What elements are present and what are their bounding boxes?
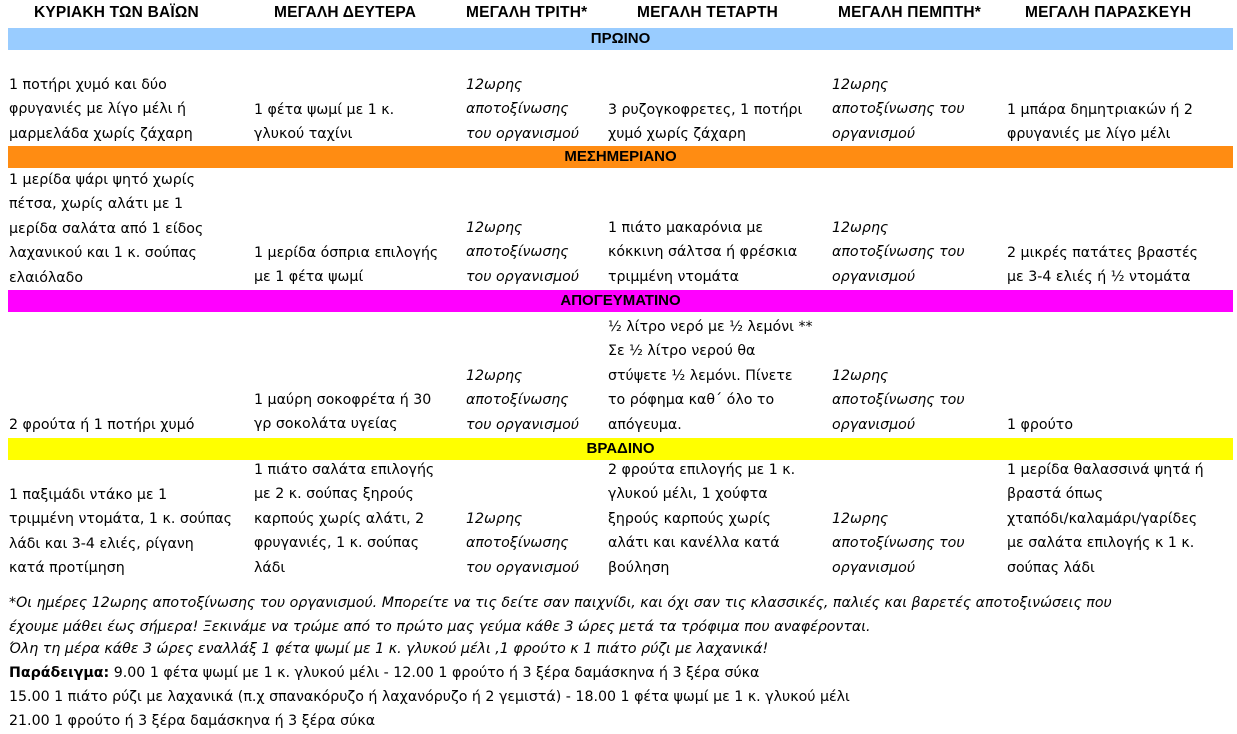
cell-dinner-sunday: 1 παξιμάδι ντάκο με 1 τριμμένη ντομάτα, 1 κ. σούπας λάδι και 3-4 ελιές, ρίγανη κατά προτίμηση: [9, 487, 232, 577]
example-text: 9.00 1 φέτα ψωμί με 1 κ. γλυκού μέλι - 12.00 1 φρούτο ή 3 ξέρα δαμάσκηνα ή 3 ξέρα σύκα: [109, 665, 760, 681]
example-label: Παράδειγμα:: [9, 665, 110, 681]
cell-snack-wednesday: ½ λίτρο νερό με ½ λεμόνι ** Σε ½ λίτρο νερού θα στύψετε ½ λεμόνι. Πίνετε το ρόφημα καθ΄ όλο το απόγευμα.: [608, 319, 813, 433]
cell-lunch-wednesday: 1 πιάτο μακαρόνια με κόκκινη σάλτσα ή φρέσκια τριμμένη ντομάτα: [608, 220, 798, 285]
cell-lunch-friday: 2 μικρές πατάτες βραστές με 3-4 ελιές ή ½ ντομάτα: [1007, 245, 1199, 286]
cell-dinner-wednesday: 2 φρούτα επιλογής με 1 κ. γλυκού μέλι, 1 χούφτα ξηρούς καρπούς χωρίς αλάτι και κανέλλα κατά βούληση: [608, 462, 796, 576]
column-header-wednesday: ΜΕΓΑΛΗ ΤΕΤΑΡΤΗ: [637, 4, 779, 21]
cell-dinner-thursday: 12ωρης αποτοξίνωσης του οργανισμού: [832, 511, 965, 576]
section-band-lunch: ΜΕΣΗΜΕΡΙΑΝΟ: [8, 146, 1233, 168]
cell-dinner-monday: 1 πιάτο σαλάτα επιλογής με 2 κ. σούπας ξηρούς καρπούς χωρίς αλάτι, 2 φρυγανιές, 1 κ. σούπας λάδι: [254, 462, 435, 576]
cell-breakfast-friday: 1 μπάρα δημητριακών ή 2 φρυγανιές με λίγο μέλι: [1007, 102, 1193, 143]
note-detox-line-1: *Οι ημέρες 12ωρης αποτοξίνωσης του οργανισμού. Μπορείτε να τις δείτε σαν παιχνίδι, και όχι σαν τις κλασσικές, παλιές και βαρετές αποτοξινώσεις που: [9, 595, 1112, 611]
column-header-tuesday: ΜΕΓΑΛΗ ΤΡΙΤΗ*: [466, 4, 588, 21]
cell-snack-sunday: 2 φρούτα ή 1 ποτήρι χυμό: [9, 417, 195, 433]
cell-lunch-thursday: 12ωρης αποτοξίνωσης του οργανισμού: [832, 220, 965, 285]
section-band-dinner: ΒΡΑΔΙΝΟ: [8, 438, 1233, 460]
cell-dinner-tuesday: 12ωρης αποτοξίνωσης του οργανισμού: [466, 511, 580, 576]
column-header-monday: ΜΕΓΑΛΗ ΔΕΥΤΕΡΑ: [274, 4, 417, 21]
day-header-row: [0, 0, 1237, 28]
cell-breakfast-monday: 1 φέτα ψωμί με 1 κ. γλυκού ταχίνι: [254, 102, 395, 143]
column-header-friday: ΜΕΓΑΛΗ ΠΑΡΑΣΚΕΥΗ: [1025, 4, 1192, 21]
cell-snack-tuesday: 12ωρης αποτοξίνωσης του οργανισμού: [466, 368, 580, 433]
note-example-line-2: 15.00 1 πιάτο ρύζι με λαχανικά (π.χ σπανακόρυζο ή λαχανόρυζο ή 2 γεμιστά) - 18.00 1 φέτα ψωμί με 1 κ. γλυκού μέλι: [9, 689, 850, 705]
section-band-snack: ΑΠΟΓΕΥΜΑΤΙΝΟ: [8, 290, 1233, 312]
cell-dinner-friday: 1 μερίδα θαλασσινά ψητά ή βραστά όπως χταπόδι/καλαμάρι/γαρίδες με σαλάτα επιλογής κ 1 κ. σούπας λάδι: [1007, 462, 1204, 576]
cell-breakfast-sunday: 1 ποτήρι χυμό και δύο φρυγανιές με λίγο μέλι ή μαρμελάδα χωρίς ζάχαρη: [9, 77, 193, 142]
note-detox-line-3: Όλη τη μέρα κάθε 3 ώρες εναλλάξ 1 φέτα ψωμί με 1 κ. γλυκού μέλι ,1 φρούτο κ 1 πιάτο ρύζι με λαχανικά!: [9, 641, 769, 657]
cell-lunch-tuesday: 12ωρης αποτοξίνωσης του οργανισμού: [466, 220, 580, 285]
section-band-breakfast: ΠΡΩΙΝΟ: [8, 28, 1233, 50]
cell-snack-monday: 1 μαύρη σοκοφρέτα ή 30 γρ σοκολάτα υγείας: [254, 392, 432, 433]
column-header-sunday: ΚΥΡΙΑΚΗ ΤΩΝ ΒΑΪΩΝ: [34, 4, 199, 21]
note-example-line-3: 21.00 1 φρούτο ή 3 ξέρα δαμάσκηνα ή 3 ξέρα σύκα: [9, 713, 376, 729]
note-detox-line-2: έχουμε μάθει έως σήμερα! Ξεκινάμε να τρώμε από το πρώτο μας γεύμα κάθε 3 ώρες μετά τα τρόφιμα που αναφέρονται.: [9, 619, 871, 635]
cell-lunch-monday: 1 μερίδα όσπρια επιλογής με 1 φέτα ψωμί: [254, 245, 439, 286]
column-header-thursday: ΜΕΓΑΛΗ ΠΕΜΠΤΗ*: [838, 4, 982, 21]
cell-breakfast-thursday: 12ωρης αποτοξίνωσης του οργανισμού: [832, 77, 965, 142]
cell-breakfast-tuesday: 12ωρης αποτοξίνωσης του οργανισμού: [466, 77, 580, 142]
note-example-line: [9, 662, 759, 684]
cell-lunch-sunday: 1 μερίδα ψάρι ψητό χωρίς πέτσα, χωρίς αλάτι με 1 μερίδα σαλάτα από 1 είδος λαχανικού και 1 κ. σούπας ελαιόλαδο: [9, 172, 204, 286]
cell-snack-thursday: 12ωρης αποτοξίνωσης του οργανισμού: [832, 368, 965, 433]
cell-breakfast-wednesday: 3 ρυζογκοφρετες, 1 ποτήρι χυμό χωρίς ζάχαρη: [608, 102, 803, 143]
cell-snack-friday: 1 φρούτο: [1007, 417, 1074, 433]
